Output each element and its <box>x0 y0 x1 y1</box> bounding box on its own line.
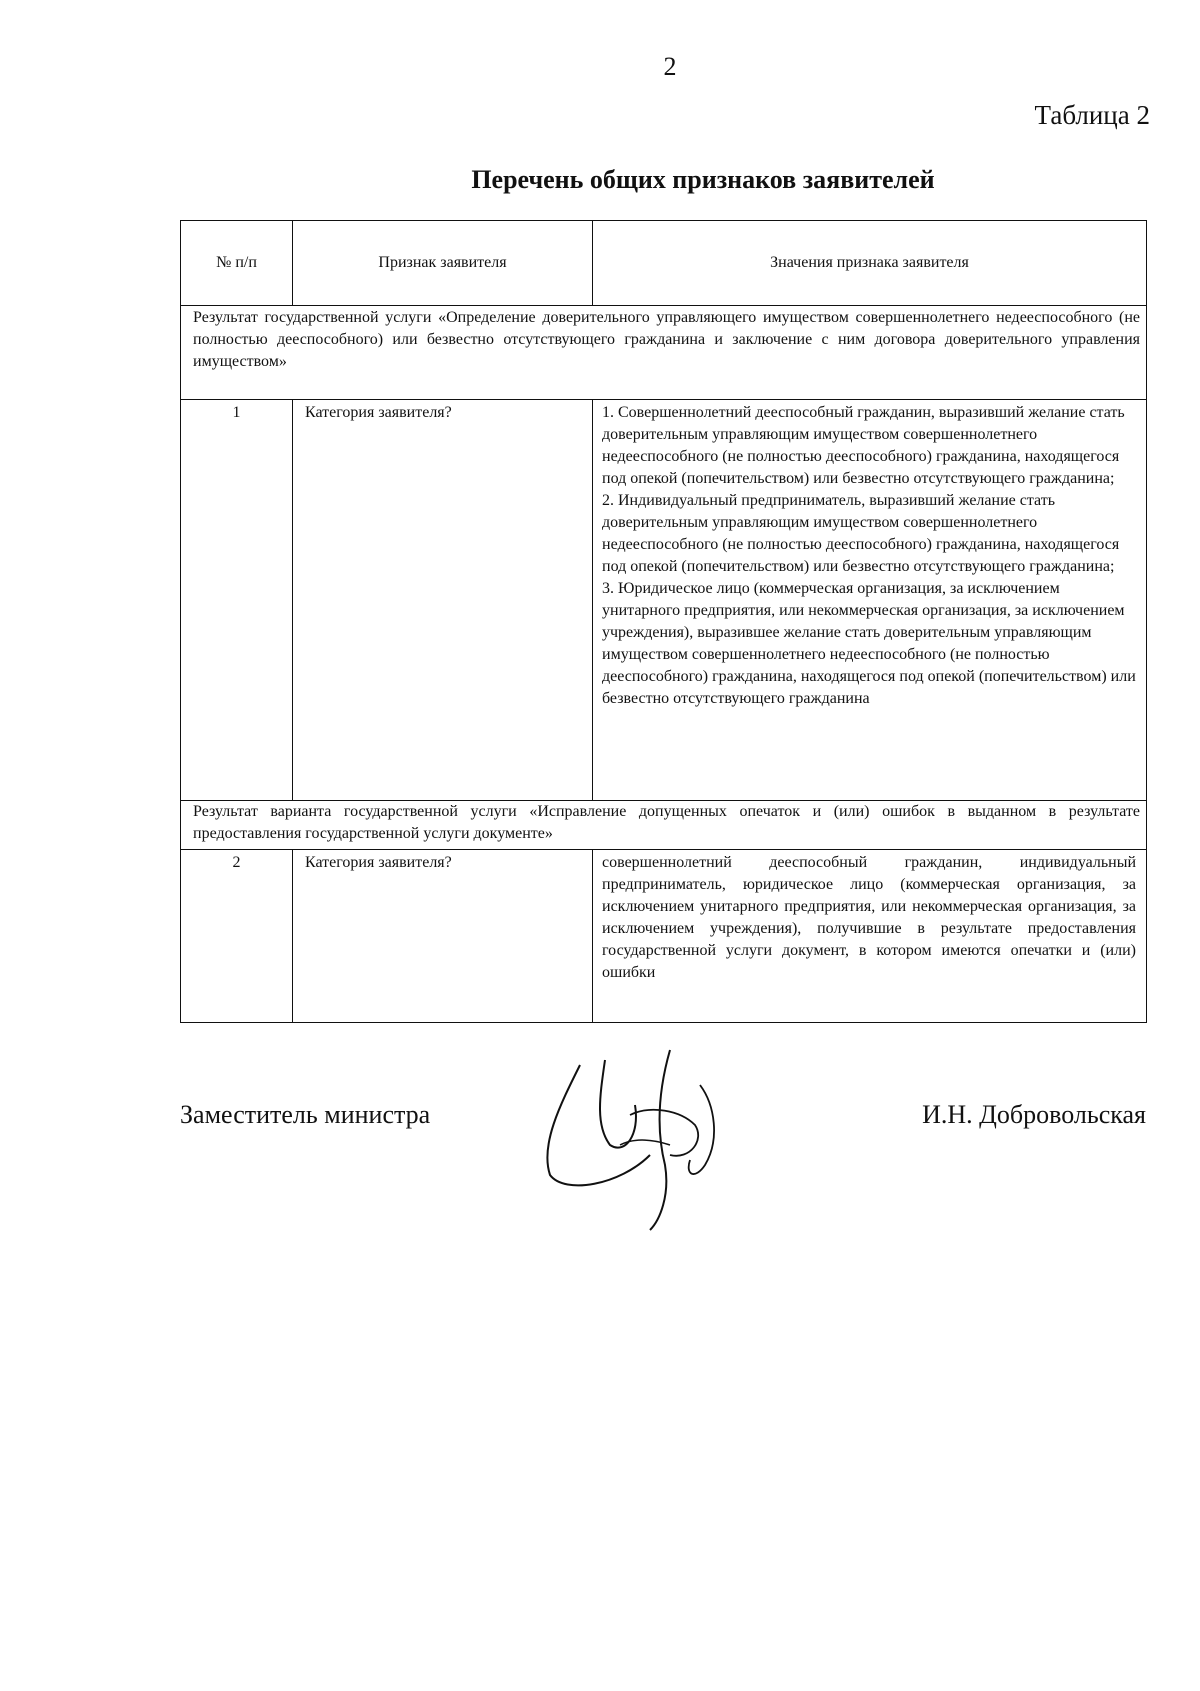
handwritten-signature <box>520 1045 760 1235</box>
row-values <box>593 400 1147 801</box>
signatory-name: И.Н. Добровольская <box>922 1100 1146 1129</box>
row-attribute: Категория заявителя? <box>293 850 593 1023</box>
section-result-row <box>181 306 1147 400</box>
row-attribute: Категория заявителя? <box>293 400 593 801</box>
section-result-row <box>181 801 1147 850</box>
table-header-row <box>181 221 1147 306</box>
page-number: 2 <box>663 52 677 81</box>
signatory-position: Заместитель министра <box>180 1100 431 1129</box>
row-values: совершеннолетний дееспособный гражданин, индивидуальный предприниматель, юридическое лицо (коммерческая организация, за исключением унитарного предприятия, или некоммерческая организация, за исключением учреждения), получившие в результате предоставления государственной услуги документ, в котором имеются опечатки и (или) ошибки <box>593 850 1147 1023</box>
value-item: 3. Юридическое лицо (коммерческая организация, за исключением унитарного предприятия, или некоммерческая организация, за исключением учреждения), выразившее желание стать доверительным управляющим имуществом совершеннолетнего недееспособного (не полностью дееспособного) гражданина, находящегося под опекой (попечительством) или безвестно отсутствующего гражданина <box>602 580 1136 707</box>
header-values: Значения признака заявителя <box>593 221 1147 306</box>
section-result-text: Результат варианта государственной услуги «Исправление допущенных опечаток и (или) ошибок в выданном в результате предоставления государственной услуги документе» <box>181 801 1147 850</box>
value-item: 2. Индивидуальный предприниматель, выразивший желание стать доверительным управляющим имуществом совершеннолетнего недееспособного (не полностью дееспособного) гражданина, находящегося под опекой (попечительством) или безвестно отсутствующего гражданина; <box>602 492 1120 575</box>
document-title: Перечень общих признаков заявителей <box>471 165 935 194</box>
value-item: 1. Совершеннолетний дееспособный гражданин, выразивший желание стать доверительным управляющим имуществом совершеннолетнего недееспособного (не полностью дееспособного) гражданина, находящегося под опекой (попечительством) или безвестно отсутствующего гражданина; <box>602 404 1125 487</box>
row-num: 1 <box>181 400 293 801</box>
applicant-attributes-table <box>180 220 1147 1023</box>
table-row <box>181 400 1147 801</box>
table-row <box>181 850 1147 1023</box>
header-num: № п/п <box>181 221 293 306</box>
signature-block <box>180 1100 1146 1230</box>
header-attribute: Признак заявителя <box>293 221 593 306</box>
table-label: Таблица 2 <box>1034 100 1150 130</box>
section-result-text: Результат государственной услуги «Определение доверительного управляющего имуществом совершеннолетнего недееспособного (не полностью дееспособного) или безвестно отсутствующего гражданина и заключение с ним договора доверительного управления имуществом» <box>181 306 1147 400</box>
row-num: 2 <box>181 850 293 1023</box>
